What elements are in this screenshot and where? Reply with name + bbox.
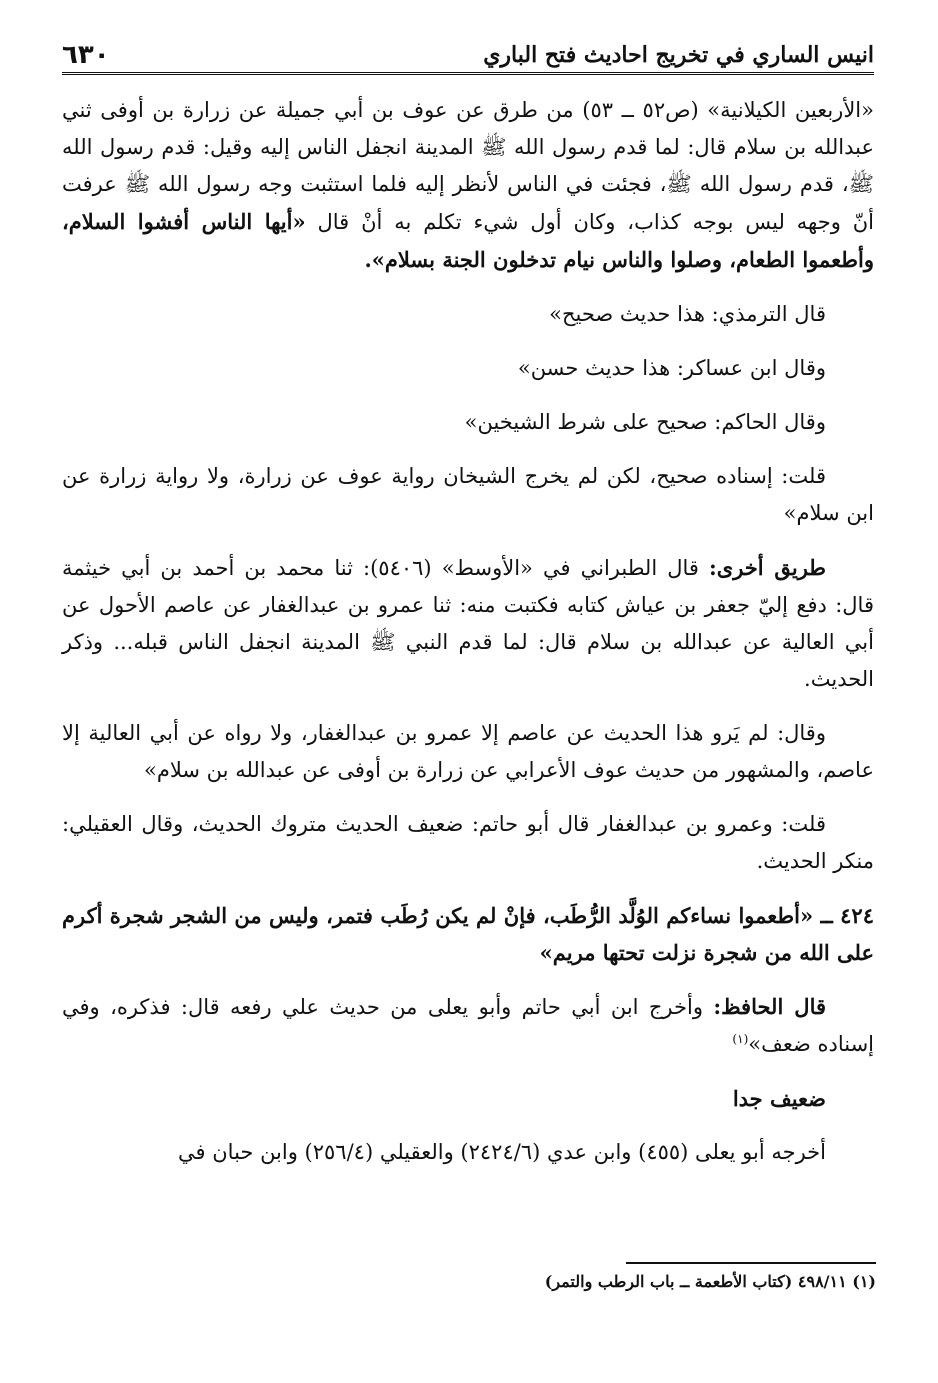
page-number: ٦٣٠ bbox=[62, 40, 110, 70]
hafiz-label: قال الحافظ: bbox=[713, 994, 826, 1019]
grading-heading: ضعيف جدا bbox=[732, 1086, 826, 1111]
paragraph-tabarani-comment: وقال: لم يَرو هذا الحديث عن عاصم إلا عمرو بن عبدالغفار، ولا رواه عن أبي العالية إلا عاصم، والمشهور من حديث عوف الأعرابي عن زرارة بن أوفى عن عبدالله بن سلام» bbox=[62, 721, 874, 782]
paragraph-hadith-text bbox=[62, 92, 874, 279]
paragraph-takhrij: أخرجه أبو يعلى (٤٥٥) وابن عدي (٢٤٢٤/٦) والعقيلي (٢٥٦/٤) وابن حبان في bbox=[178, 1140, 826, 1164]
page-body bbox=[62, 92, 874, 1188]
hadith-quote: «أيها الناس أفشوا السلام، وأطعموا الطعام، وصلوا والناس نيام تدخلون الجنة بسلام». bbox=[62, 209, 874, 272]
other-route-text: قال الطبراني في «الأوسط» (٥٤٠٦): ثنا محمد بن أحمد بن أبي خيثمة قال: دفع إليّ جعفر بن عياش كتابه فكتبت منه: ثنا عمرو بن عبدالغفار عن عاصم الأحول عن أبي العالية عن عبدالله بن سلام قال: لما قدم النبي ﷺ المدينة انجفل الناس قبله... وذكر الحديث. bbox=[62, 556, 874, 691]
paragraph-hakim: وقال الحاكم: صحيح على شرط الشيخين» bbox=[464, 410, 826, 434]
paragraph-ibn-asakir: وقال ابن عساكر: هذا حديث حسن» bbox=[517, 356, 826, 380]
paragraph-isnad-note: قلت: إسناده صحيح، لكن لم يخرج الشيخان رواية عوف عن زرارة، ولا رواية زرارة عن ابن سلام» bbox=[62, 464, 874, 525]
footnote-separator bbox=[626, 1262, 876, 1264]
footnote: (١) ٤٩٨/١١ (كتاب الأطعمة ــ باب الرطب والتمر) bbox=[544, 1272, 876, 1291]
hafiz-text: وأخرج ابن أبي حاتم وأبو يعلى من حديث علي رفعه قال: فذكره، وفي إسناده ضعف» bbox=[62, 995, 874, 1056]
running-header bbox=[62, 28, 874, 75]
paragraph-tirmidhi: قال الترمذي: هذا حديث صحيح» bbox=[549, 302, 826, 326]
hadith-424-heading: ٤٢٤ ــ «أطعموا نساءكم الوُلَّد الرُّطَب، فإنْ لم يكن رُطَب فتمر، وليس من الشجر شجرة أكرم على الله من شجرة نزلت تحتها مريم» bbox=[62, 903, 874, 965]
paragraph-amr-grading: قلت: وعمرو بن عبدالغفار قال أبو حاتم: ضعيف الحديث متروك الحديث، وقال العقيلي: منكر الحديث. bbox=[62, 812, 874, 873]
footnote-marker: (١) bbox=[732, 1032, 749, 1046]
paragraph-other-route bbox=[62, 549, 874, 698]
other-route-label: طريق أخرى: bbox=[709, 555, 827, 580]
hadith-intro: «الأربعين الكيلانية» (ص٥٢ ــ ٥٣) من طرق عن عوف بن أبي جميلة عن زرارة بن أوفى ثني عبدالله بن سلام قال: لما قدم رسول الله ﷺ المدينة انجفل الناس إليه وقيل: قدم رسول الله ﷺ، قدم رسول الله ﷺ، فجئت في الناس لأنظر إليه فلما استثبت وجه رسول الله ﷺ عرفت أنّ وجهه ليس بوجه كذاب، وكان أول شيء تكلم به أنْ قال bbox=[62, 98, 874, 234]
paragraph-hafiz bbox=[62, 988, 874, 1063]
book-title: انيس الساري في تخريج احاديث فتح الباري bbox=[483, 42, 874, 68]
